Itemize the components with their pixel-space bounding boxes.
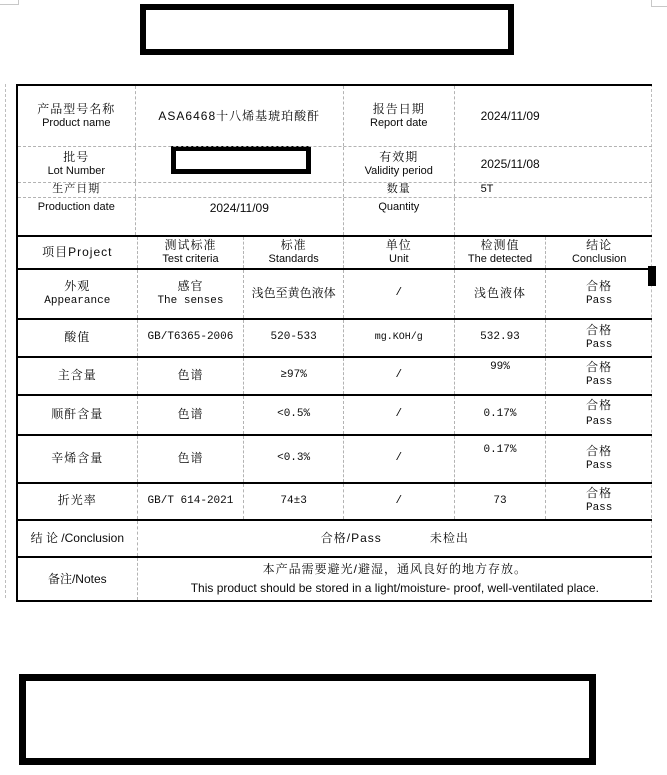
redaction-box-footer [19, 674, 596, 765]
conclusion-result: 合格/Pass [320, 531, 382, 545]
acid-conclusion-cell [546, 320, 652, 356]
octene-detected: 0.17% [483, 444, 517, 456]
lot-number-value-cell [136, 147, 344, 182]
acid-project-cell [18, 320, 138, 356]
maleic-pass-en: Pass [585, 416, 613, 429]
info-row-production-en [18, 198, 652, 237]
validity-period-value: 2025/11/08 [480, 157, 540, 171]
refractive-project-cell [18, 484, 138, 519]
octene-criteria: 色谱 [177, 451, 204, 466]
header-detected-cell [455, 237, 547, 268]
appearance-project-en: Appearance [44, 294, 111, 307]
refractive-standard: 74±3 [280, 494, 307, 507]
refractive-pass-en: Pass [585, 502, 613, 514]
redaction-box-header [140, 4, 514, 55]
main-detected-cell [455, 358, 547, 394]
maleic-project-cell [18, 396, 138, 434]
info-row-lot [18, 147, 652, 183]
main-project-cell [18, 358, 138, 394]
maleic-detected: 0.17% [483, 408, 517, 421]
refractive-unit-cell [344, 484, 455, 519]
appearance-project-cell [18, 270, 138, 318]
conclusion-label-cell [18, 521, 138, 556]
acid-unit: mg.KOH/g [374, 331, 423, 343]
appearance-conclusion-cell [546, 270, 652, 318]
acid-criteria-cell [138, 320, 245, 356]
quantity-label-en: Quantity [378, 201, 420, 213]
notes-row [18, 558, 652, 600]
production-date-label-zh-cell [18, 183, 136, 197]
production-date-spacer-cell [136, 183, 344, 197]
appearance-criteria-en: The senses [157, 294, 224, 307]
validity-period-label-zh: 有效期 [379, 150, 419, 165]
notes-label: 备注/Notes [47, 571, 107, 586]
appearance-standard: 浅色至黄色液体 [251, 286, 336, 301]
appearance-pass-zh: 合格 [586, 279, 613, 294]
maleic-pass-zh: 合格 [586, 399, 613, 413]
header-conclusion-en: Conclusion [571, 253, 627, 266]
conclusion-note: 未检出 [429, 531, 469, 545]
acid-standard-cell [244, 320, 344, 356]
octene-unit: / [395, 452, 403, 465]
octene-project-cell [18, 436, 138, 482]
header-criteria-zh: 测试标准 [164, 238, 217, 253]
appearance-unit: / [395, 287, 403, 300]
quantity-label-en-cell [344, 198, 455, 235]
notes-line-zh: 本产品需要避光/避湿，通风良好的地方存放。 [262, 562, 527, 577]
report-date-value-cell [455, 86, 652, 146]
grid-corner-mark-top-left [0, 4, 19, 5]
report-date-label-cell [344, 86, 455, 146]
test-row-appearance [18, 270, 652, 320]
quantity-label-zh: 数量 [386, 183, 411, 196]
header-unit-zh: 单位 [385, 238, 412, 253]
acid-standard: 520-533 [270, 331, 317, 344]
lot-number-label-cell [18, 147, 136, 182]
conclusion-value-cell [138, 521, 652, 556]
main-pass-en: Pass [585, 376, 613, 389]
main-criteria-cell [138, 358, 245, 394]
lot-number-label-zh: 批号 [63, 150, 90, 165]
maleic-unit: / [395, 408, 403, 421]
maleic-standard-cell [244, 396, 344, 434]
test-row-refractive-index [18, 484, 652, 521]
test-table-header-row [18, 237, 652, 270]
appearance-detected: 浅色液体 [473, 286, 526, 301]
production-date-value-cell [136, 198, 344, 235]
octene-standard: <0.3% [277, 452, 311, 465]
octene-pass-en: Pass [585, 459, 613, 472]
octene-conclusion-cell [546, 436, 652, 482]
quantity-label-zh-cell [344, 183, 455, 197]
main-unit-cell [344, 358, 455, 394]
report-date-label-zh: 报告日期 [372, 101, 425, 116]
notes-text-cell [138, 558, 652, 600]
validity-period-label-cell [344, 147, 455, 182]
main-unit: / [395, 369, 403, 382]
maleic-criteria-cell [138, 396, 245, 434]
test-row-maleic-content [18, 396, 652, 436]
acid-detected-cell [455, 320, 547, 356]
maleic-project-zh: 顺酐含量 [51, 407, 104, 422]
appearance-pass-en: Pass [585, 294, 613, 307]
product-name-value: ASA6468十八烯基琥珀酸酐 [158, 108, 321, 123]
quantity-value-cell [455, 183, 652, 197]
info-row-product [18, 86, 652, 147]
maleic-standard: <0.5% [277, 408, 311, 421]
header-detected-en: The detected [467, 253, 533, 266]
header-conclusion-zh: 结论 [586, 238, 613, 253]
quantity-spacer-cell [455, 198, 652, 235]
appearance-project-zh: 外观 [64, 279, 91, 294]
page-break-line-left [5, 84, 6, 598]
test-row-main-content [18, 358, 652, 396]
refractive-criteria: GB/T 614-2021 [147, 494, 234, 507]
conclusion-row [18, 521, 652, 558]
header-project: 项目Project [42, 245, 113, 259]
acid-project-zh: 酸值 [64, 330, 91, 345]
refractive-conclusion-cell [546, 484, 652, 519]
header-standards-en: Standards [268, 253, 319, 266]
refractive-standard-cell [244, 484, 344, 519]
maleic-unit-cell [344, 396, 455, 434]
header-conclusion-cell [546, 237, 652, 268]
main-conclusion-cell [546, 358, 652, 394]
octene-project-zh: 辛烯含量 [51, 451, 104, 466]
header-unit-cell [344, 237, 455, 268]
test-row-octene-content [18, 436, 652, 484]
acid-pass-en: Pass [585, 338, 613, 351]
refractive-unit: / [395, 494, 403, 507]
product-name-value-cell [136, 86, 344, 146]
report-date-value: 2024/11/09 [480, 108, 540, 123]
appearance-standard-cell [244, 270, 344, 318]
production-date-value: 2024/11/09 [209, 201, 269, 215]
product-name-label-zh: 产品型号名称 [37, 101, 116, 116]
validity-period-label-en: Validity period [364, 165, 433, 178]
octene-unit-cell [344, 436, 455, 482]
maleic-conclusion-cell [546, 396, 652, 434]
info-row-production-zh [18, 183, 652, 198]
main-project-zh: 主含量 [57, 368, 97, 383]
production-date-label-en: Production date [37, 201, 115, 213]
header-standards-zh: 标准 [280, 238, 307, 253]
header-criteria-en: Test criteria [162, 253, 219, 266]
header-standards-cell [244, 237, 344, 268]
header-detected-zh: 检测值 [480, 238, 520, 253]
appearance-criteria-zh: 感官 [177, 279, 204, 294]
coa-table [16, 84, 652, 602]
octene-criteria-cell [138, 436, 245, 482]
production-date-label-zh: 生产日期 [52, 183, 101, 196]
product-name-label-cell [18, 86, 136, 146]
acid-criteria: GB/T6365-2006 [147, 331, 234, 344]
production-date-label-en-cell [18, 198, 136, 235]
test-row-acid-value [18, 320, 652, 358]
main-standard-cell [244, 358, 344, 394]
refractive-criteria-cell [138, 484, 245, 519]
refractive-project-zh: 折光率 [57, 494, 97, 508]
acid-pass-zh: 合格 [586, 323, 613, 338]
product-name-label-en: Product name [42, 116, 111, 129]
main-pass-zh: 合格 [586, 361, 613, 375]
conclusion-label: 结 论 /Conclusion [30, 531, 124, 545]
refractive-detected: 73 [493, 494, 507, 507]
acid-detected: 532.93 [480, 331, 520, 344]
octene-detected-cell [455, 436, 547, 482]
main-detected: 99% [490, 361, 510, 373]
octene-pass-zh: 合格 [586, 444, 613, 459]
quantity-value: 5T [480, 183, 494, 196]
notes-label-cell [18, 558, 138, 600]
report-date-label-en: Report date [370, 116, 428, 129]
grid-corner-mark-top-right [651, 6, 667, 7]
validity-period-value-cell [455, 147, 652, 182]
header-criteria-cell [138, 237, 245, 268]
maleic-criteria: 色谱 [177, 407, 204, 422]
header-project-cell [18, 237, 138, 268]
notes-line-en: This product should be stored in a light/moisture- proof, well-ventilated place. [190, 581, 599, 595]
maleic-detected-cell [455, 396, 547, 434]
appearance-criteria-cell [138, 270, 245, 318]
acid-unit-cell [344, 320, 455, 356]
appearance-unit-cell [344, 270, 455, 318]
octene-standard-cell [244, 436, 344, 482]
appearance-detected-cell [455, 270, 547, 318]
header-unit-en: Unit [389, 253, 409, 266]
lot-number-label-en: Lot Number [47, 165, 106, 178]
main-standard: ≥97% [280, 369, 307, 382]
grid-corner-mark-top-left-v [18, 0, 19, 5]
main-criteria: 色谱 [177, 368, 204, 383]
refractive-pass-zh: 合格 [586, 487, 613, 501]
refractive-detected-cell [455, 484, 547, 519]
